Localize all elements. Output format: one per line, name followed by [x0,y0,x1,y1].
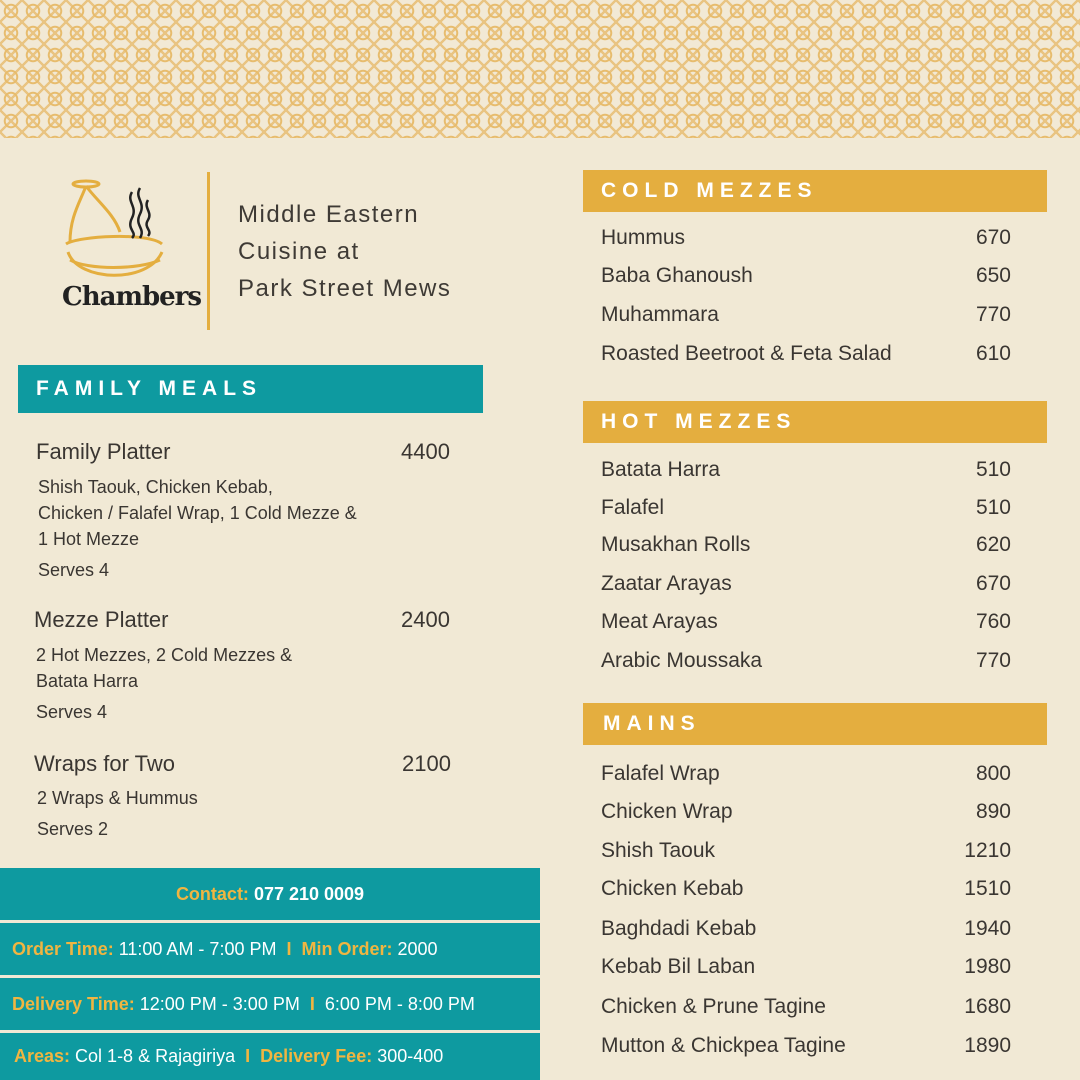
menu-item-row [601,303,1021,333]
menu-item-price: 1980 [964,955,1011,978]
section-heading-text: MAINS [603,712,701,735]
min-order-label: Min Order: [301,938,393,959]
menu-item-name: Chicken & Prune Tagine [601,995,826,1018]
cold-mezzes-heading [583,170,1047,212]
mains-heading [583,703,1047,745]
menu-item-price: 510 [975,458,1011,481]
section-heading-text: HOT MEZZES [601,410,797,433]
menu-item-name: Baba Ghanoush [601,264,753,287]
menu-item-row [601,839,1021,869]
description-line: Chicken / Falafel Wrap, 1 Cold Mezze & [38,503,357,523]
delivery-time-value: 6:00 PM - 8:00 PM [324,993,475,1014]
brand-tagline [238,196,451,307]
family-meal-name: Mezze Platter [34,607,169,632]
menu-item-name: Chicken Kebab [601,877,744,900]
description-line: Batata Harra [36,671,139,691]
menu-item-name: Hummus [601,226,686,249]
menu-item-price: 650 [975,264,1011,287]
tagline-line: Middle Eastern [238,201,420,228]
family-meal-name: Family Platter [36,439,171,464]
menu-item-price: 770 [975,649,1011,672]
order-time-value: 11:00 AM - 7:00 PM [118,938,277,959]
family-meal-price: 4400 [401,439,450,464]
menu-item-price: 1510 [964,877,1011,900]
menu-item-row [601,762,1021,792]
brand-logo-wordmark: Chambers [62,282,202,312]
contact-phone[interactable]: 077 210 0009 [253,883,365,904]
menu-item-row [601,800,1021,830]
menu-item-row [601,342,1021,372]
menu-item-name: Batata Harra [601,458,721,481]
menu-item-price: 1210 [964,839,1011,862]
contact-label: Contact: [175,883,249,904]
menu-item-row [601,877,1021,907]
separator: I [245,1046,251,1066]
tagline-line: Cuisine at [238,238,360,265]
menu-item-price: 620 [975,533,1011,556]
delivery-time-label: Delivery Time: [12,993,135,1014]
family-meal-description [37,785,198,811]
menu-item-row [601,995,1021,1025]
menu-item-row [601,264,1021,294]
menu-item-name: Roasted Beetroot & Feta Salad [601,342,892,365]
menu-item-row [601,610,1021,640]
menu-item-price: 760 [975,610,1011,633]
menu-item-name: Mutton & Chickpea Tagine [601,1034,846,1057]
menu-item-price: 890 [975,800,1011,823]
menu-item-row [601,496,1021,526]
menu-item-row [601,572,1021,602]
order-time-label: Order Time: [12,938,114,959]
family-meal-serves: Serves 4 [38,560,110,580]
description-line: 2 Wraps & Hummus [37,788,198,808]
menu-item-price: 1680 [964,995,1011,1018]
menu-item-name: Falafel Wrap [601,762,720,785]
menu-item-name: Muhammara [601,303,719,326]
family-meal-serves: Serves 2 [37,819,109,839]
menu-item-name: Shish Taouk [601,839,716,862]
menu-item-name: Arabic Moussaka [601,649,763,672]
areas-value: Col 1-8 & Rajagiriya [75,1046,236,1066]
tagline-line: Park Street Mews [238,275,452,302]
delivery-fee-label: Delivery Fee: [260,1046,373,1066]
areas-bar [0,1033,540,1080]
menu-item-name: Kebab Bil Laban [601,955,756,978]
delivery-time-bar [0,978,540,1030]
description-line: Shish Taouk, Chicken Kebab, [38,477,273,497]
areas-label: Areas: [14,1046,71,1066]
family-meal-description [38,474,357,552]
description-line: 1 Hot Mezze [38,529,140,549]
menu-item-price: 1890 [964,1034,1011,1057]
menu-item-name: Baghdadi Kebab [601,917,757,940]
family-meal-name: Wraps for Two [34,751,176,776]
contact-bar [0,868,540,920]
header-divider [207,172,210,330]
family-meals-heading [18,365,483,413]
separator: I [309,993,315,1014]
family-meal-serves: Serves 4 [36,702,108,722]
order-time-bar [0,923,540,975]
menu-item-price: 510 [975,496,1011,519]
menu-item-price: 670 [975,572,1011,595]
family-meal-price: 2400 [401,607,450,632]
menu-item-row [601,458,1021,488]
menu-item-row [601,1034,1021,1064]
menu-item-name: Zaatar Arayas [601,572,732,595]
menu-item-price: 670 [975,226,1011,249]
delivery-time-value: 12:00 PM - 3:00 PM [139,993,300,1014]
menu-item-row [601,649,1021,679]
decorative-pattern-banner [0,0,1080,138]
menu-item-price: 800 [975,762,1011,785]
family-meal-description [36,642,292,694]
menu-item-price: 770 [975,303,1011,326]
description-line: 2 Hot Mezzes, 2 Cold Mezzes & [36,645,293,665]
section-heading-text: COLD MEZZES [601,179,818,202]
hot-mezzes-heading [583,401,1047,443]
family-meal-price: 2100 [402,751,451,776]
menu-item-name: Chicken Wrap [601,800,733,823]
menu-item-row [601,533,1021,563]
menu-item-row [601,917,1021,947]
menu-item-name: Falafel [601,496,665,519]
section-heading-text: FAMILY MEALS [36,377,263,400]
min-order-value: 2000 [397,938,438,959]
menu-item-price: 1940 [964,917,1011,940]
menu-item-row [601,226,1021,256]
menu-item-name: Meat Arayas [601,610,718,633]
delivery-fee-value: 300-400 [377,1046,444,1066]
menu-item-price: 610 [975,342,1011,365]
menu-item-row [601,955,1021,985]
menu-item-name: Musakhan Rolls [601,533,751,556]
separator: I [286,938,292,959]
